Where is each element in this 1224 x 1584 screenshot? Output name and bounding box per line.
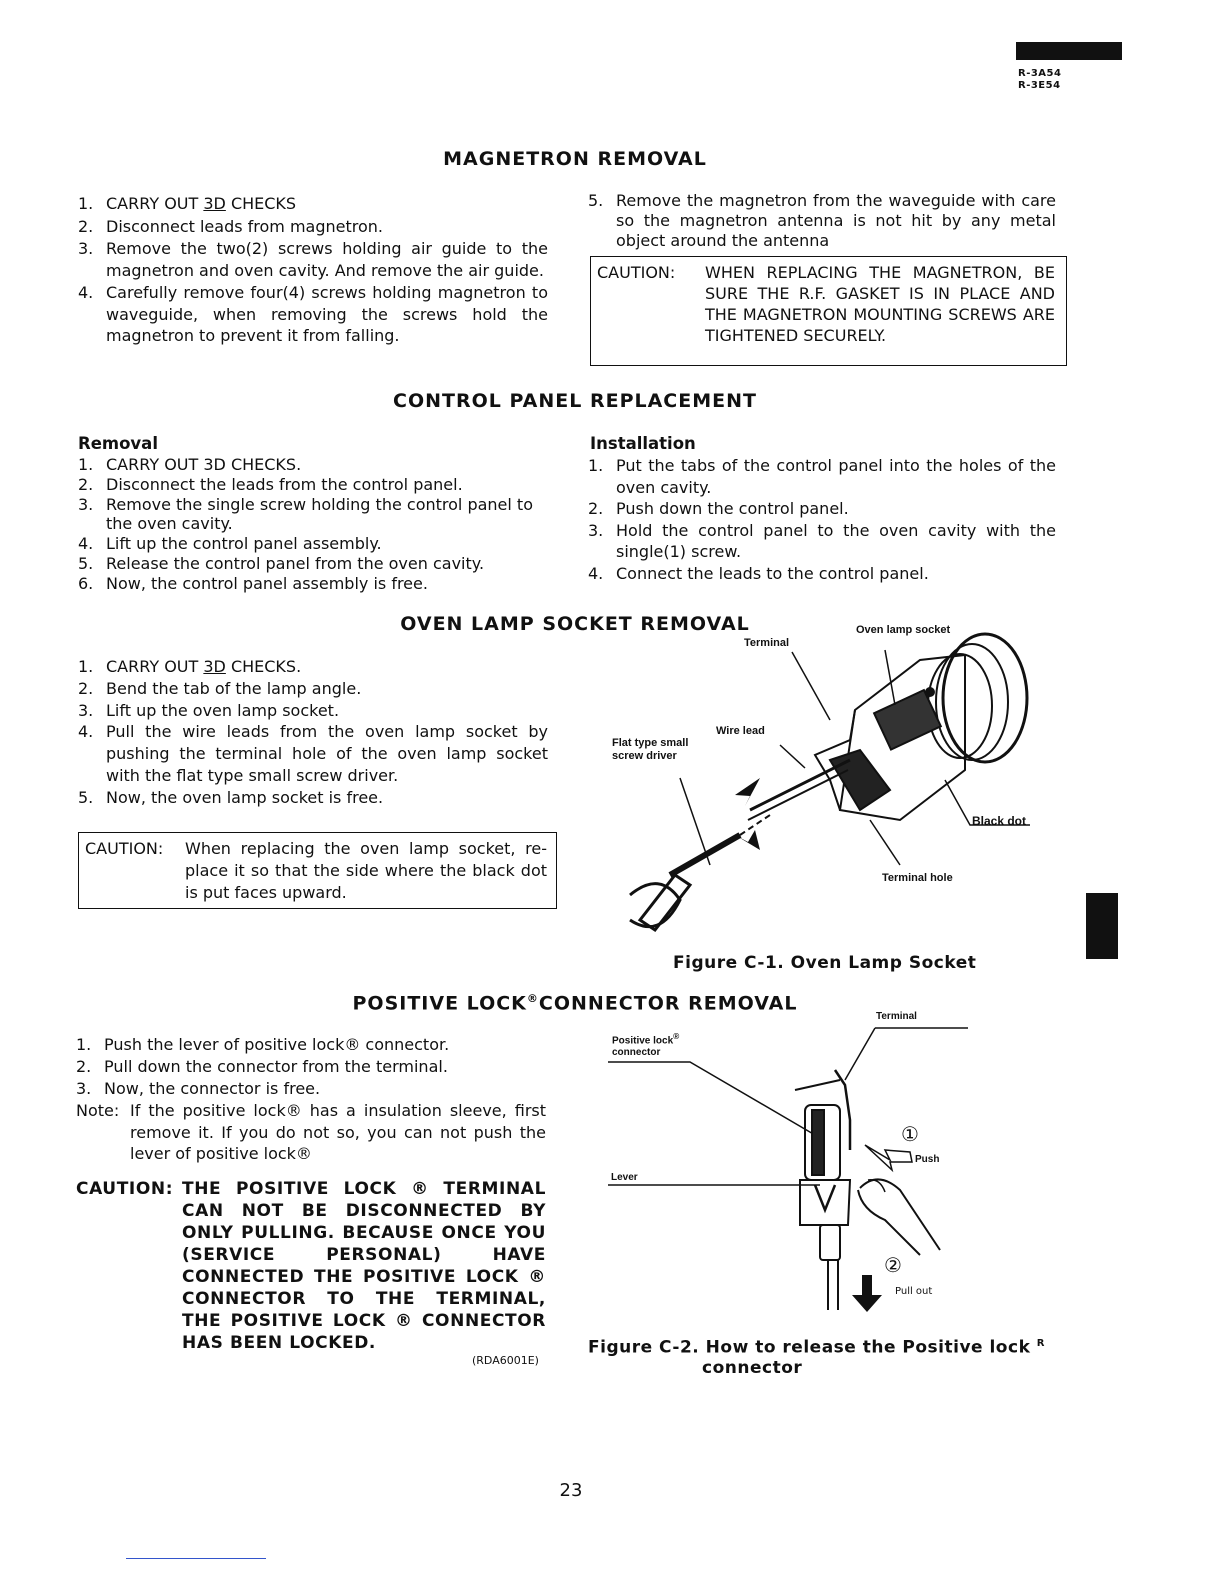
step-text-end: CHECKS [225, 194, 297, 213]
label-terminal-hole: Terminal hole [882, 872, 953, 884]
label-terminal: Terminal [744, 637, 790, 649]
step-text: Release the control panel from the oven cavity. [106, 553, 485, 573]
wire-lead-line-2 [748, 770, 848, 820]
model-numbers [1018, 68, 1061, 92]
step-text: Disconnect the leads from the control panel. [106, 474, 463, 494]
model-number-1: R-3A54 [1018, 68, 1062, 79]
figure-c2-caption-sup: R [1036, 1338, 1045, 1349]
title-part-2: CONNECTOR REMOVAL [538, 992, 798, 1015]
label-positive-lock-connector [612, 1030, 679, 1059]
caution-label: CAUTION: [597, 263, 676, 282]
terminal-top [795, 1080, 840, 1090]
step-text: CARRY OUT 3D CHECKS. [106, 455, 302, 474]
oven-lamp-socket-figure [600, 620, 1050, 940]
label-flat-type-driver [612, 737, 688, 763]
step-number: 4. [588, 563, 604, 583]
control-panel-title: CONTROL PANEL REPLACEMENT [393, 390, 757, 412]
list-item [78, 495, 548, 535]
step-number: 2. [588, 499, 604, 518]
step-text: Pull the wire leads from the oven lamp socket by pushing the terminal hole of the oven lamp socket with the flat type small screw driver. [106, 722, 548, 785]
step-number: 1. [78, 657, 94, 676]
label-positive-lock [612, 1030, 679, 1047]
step-text: Bend the tab of the lamp angle. [106, 678, 362, 698]
list-item [588, 498, 1056, 520]
step-text: Push the lever of positive lock® connector. [104, 1035, 450, 1054]
wire-lead-line [750, 760, 850, 810]
connector-inner [812, 1110, 824, 1175]
finger-lower [858, 1190, 920, 1255]
socket-rim-mid [936, 644, 1008, 760]
list-item [78, 554, 548, 574]
leader-terminal-hole [870, 820, 900, 865]
step-number: 4. [78, 722, 94, 742]
oven-lamp-steps [78, 656, 548, 809]
magnetron-steps-right [588, 191, 1056, 251]
caution-text: When replacing the oven lamp socket, re-place it so that the side where the black dot is put faces upward. [185, 839, 547, 902]
step-text-underlined: 3D [203, 194, 226, 213]
model-number-2: R-3E54 [1018, 80, 1061, 91]
positive-lock-steps [76, 1034, 546, 1099]
document-code: (RDA6001E) [472, 1354, 539, 1367]
list-item [78, 787, 548, 809]
step-text: Now, the control panel assembly is free. [106, 573, 428, 593]
list-item [588, 563, 1056, 585]
list-item [78, 238, 548, 281]
step-text: Remove the single screw holding the control panel to the oven cavity. [106, 494, 533, 534]
step-number: 3. [588, 520, 604, 540]
step-number: 3. [76, 1078, 92, 1098]
step-number: 5. [78, 553, 94, 573]
removal-subtitle: Removal [78, 434, 158, 453]
step-text: CARRY OUT [106, 194, 204, 213]
list-item [78, 700, 548, 722]
oven-lamp-title: OVEN LAMP SOCKET REMOVAL [400, 613, 750, 635]
step-number: 6. [78, 573, 94, 593]
label-push: Push [915, 1154, 940, 1165]
label-registered-mark: ® [673, 1031, 680, 1041]
title-part-1: POSITIVE LOCK [352, 992, 527, 1015]
caution-label: CAUTION: [85, 839, 164, 858]
note-text: If the positive lock® has a insulation sleeve, first remove it. If you do not so, you can not push the lever of positive lock® [130, 1101, 546, 1163]
list-item [78, 678, 548, 700]
push-arrow [865, 1145, 912, 1170]
list-item [78, 721, 548, 786]
list-item [588, 520, 1056, 563]
label-wire-lead: Wire lead [716, 725, 765, 737]
magnetron-caution-box [590, 256, 1067, 366]
step-text: Now, the connector is free. [104, 1078, 321, 1098]
list-item [78, 455, 548, 475]
footer-line [126, 1558, 266, 1559]
list-item [78, 193, 548, 215]
list-item [78, 475, 548, 495]
label-positive-lock-text: Positive lock [612, 1035, 674, 1047]
step-text: Disconnect leads from magnetron. [106, 216, 384, 236]
installation-subtitle: Installation [590, 434, 696, 453]
label-terminal-c2: Terminal [876, 1011, 917, 1022]
socket-terminal-block [874, 690, 941, 749]
list-item [78, 282, 548, 347]
step-text-end: CHECKS. [225, 657, 302, 676]
step-number: 1. [78, 455, 94, 474]
list-item [76, 1078, 546, 1100]
connector-crimp [820, 1225, 840, 1260]
step-text: Put the tabs of the control panel into the holes of the oven cavity. [616, 456, 1056, 497]
figure-c2-caption-line2: connector [702, 1357, 803, 1378]
label-pull-out: Pull out [895, 1286, 933, 1297]
label-step-2: ② [884, 1253, 902, 1277]
leader-socket [885, 650, 895, 705]
black-dot-mark [926, 688, 934, 696]
pull-out-arrow [852, 1275, 882, 1312]
section-tab-marker [1086, 893, 1118, 959]
socket-contact [830, 750, 890, 810]
step-text: Hold the control panel to the oven cavity with the single(1) screw. [616, 520, 1056, 561]
removal-steps [78, 455, 548, 594]
list-item [588, 191, 1056, 251]
leader-driver [680, 778, 710, 865]
step-number: 4. [78, 534, 94, 554]
positive-lock-caution [76, 1178, 546, 1354]
list-item [78, 216, 548, 238]
connector-lower [800, 1180, 850, 1225]
caution-text: WHEN REPLACING THE MAGNETRON, BE SURE THE R.F. GASKET IS IN PLACE AND THE MAGNETRON MOUNTING SCREWS ARE TIGHTENED SECURELY. [705, 263, 1055, 345]
list-item [78, 574, 548, 594]
step-text: Lift up the control panel assembly. [106, 534, 382, 554]
list-item [78, 534, 548, 554]
label-screw-driver: screw driver [612, 750, 677, 762]
step-number: 3. [78, 239, 94, 258]
list-item [76, 1034, 546, 1056]
installation-steps [588, 455, 1056, 584]
list-item [76, 1056, 546, 1078]
step-text-underlined: 3D [203, 657, 226, 676]
label-step-1: ① [901, 1122, 919, 1146]
oven-lamp-caution-box [78, 832, 557, 909]
step-text: Remove the magnetron from the waveguide with care so the magnetron antenna is not hit by any metal object around the antenna [616, 191, 1056, 250]
magnetron-steps-left [78, 193, 548, 347]
header-black-bar [1016, 42, 1122, 60]
connector-lever-shape [815, 1185, 835, 1210]
terminal-blade [835, 1070, 850, 1150]
step-number: 2. [78, 216, 94, 236]
step-number: 4. [78, 283, 94, 302]
leader-wire [780, 745, 805, 768]
step-text: Lift up the oven lamp socket. [106, 700, 340, 720]
step-text: Connect the leads to the control panel. [616, 563, 929, 583]
label-connector: connector [612, 1047, 661, 1059]
leader-positive-lock [608, 1062, 815, 1135]
step-number: 1. [588, 456, 604, 475]
caution-text: THE POSITIVE LOCK ® TERMINAL CAN NOT BE DISCONNECTED BY ONLY PULLING. BECAUSE ONCE YOU (SERVICE PERSONAL) HAVE CONNECTED THE POSITIVE LOCK ® CONNECTOR TO THE TERMINAL, THE POSITIVE LOCK ® CONNECTOR HAS BEEN LOCKED. [182, 1179, 546, 1353]
page-number: 23 [559, 1480, 583, 1501]
title-registered-mark: ® [526, 992, 539, 1005]
screwdriver-shaft [670, 835, 740, 875]
figure-c2-caption-line1 [588, 1334, 1045, 1358]
finger-outline [860, 1179, 940, 1250]
step-number: 1. [76, 1035, 92, 1054]
list-item [588, 455, 1056, 498]
step-number: 1. [78, 194, 94, 213]
label-flat-type-small: Flat type small [612, 737, 689, 749]
step-text: Push down the control panel. [616, 499, 849, 518]
leader-terminal [792, 652, 830, 720]
positive-lock-note [76, 1100, 546, 1165]
step-number: 5. [78, 787, 94, 807]
figure-c2-caption-text: Figure C-2. How to release the Positive lock [588, 1337, 1031, 1358]
label-lever: Lever [611, 1172, 638, 1183]
step-number: 3. [78, 494, 94, 514]
label-oven-lamp-socket: Oven lamp socket [856, 624, 951, 636]
step-text: Pull down the connector from the terminal. [104, 1056, 448, 1076]
insert-arrow [735, 778, 760, 806]
list-item [78, 656, 548, 678]
step-number: 2. [78, 474, 94, 494]
step-number: 3. [78, 700, 94, 720]
figure-c1-caption: Figure C-1. Oven Lamp Socket [673, 953, 977, 973]
step-number: 5. [588, 191, 604, 210]
socket-rim-inner [928, 654, 992, 758]
caution-label: CAUTION: [76, 1179, 174, 1199]
step-number: 2. [76, 1056, 92, 1076]
socket-rim-outer [943, 634, 1027, 762]
label-black-dot: Black dot [972, 814, 1027, 828]
leader-terminal [845, 1028, 875, 1080]
magnetron-title: MAGNETRON REMOVAL [443, 148, 707, 170]
step-text: Now, the oven lamp socket is free. [106, 787, 384, 807]
step-text: Carefully remove four(4) screws holding magnetron to waveguide, when removing the screws hold the magnetron to prevent it from falling. [106, 283, 548, 345]
note-label: Note: [76, 1101, 120, 1120]
step-text: Remove the two(2) screws holding air guide to the magnetron and oven cavity. And remove the air guide. [106, 239, 548, 280]
step-text: CARRY OUT [106, 657, 204, 676]
figure-c2-caption [588, 1334, 1045, 1378]
step-number: 2. [78, 678, 94, 698]
